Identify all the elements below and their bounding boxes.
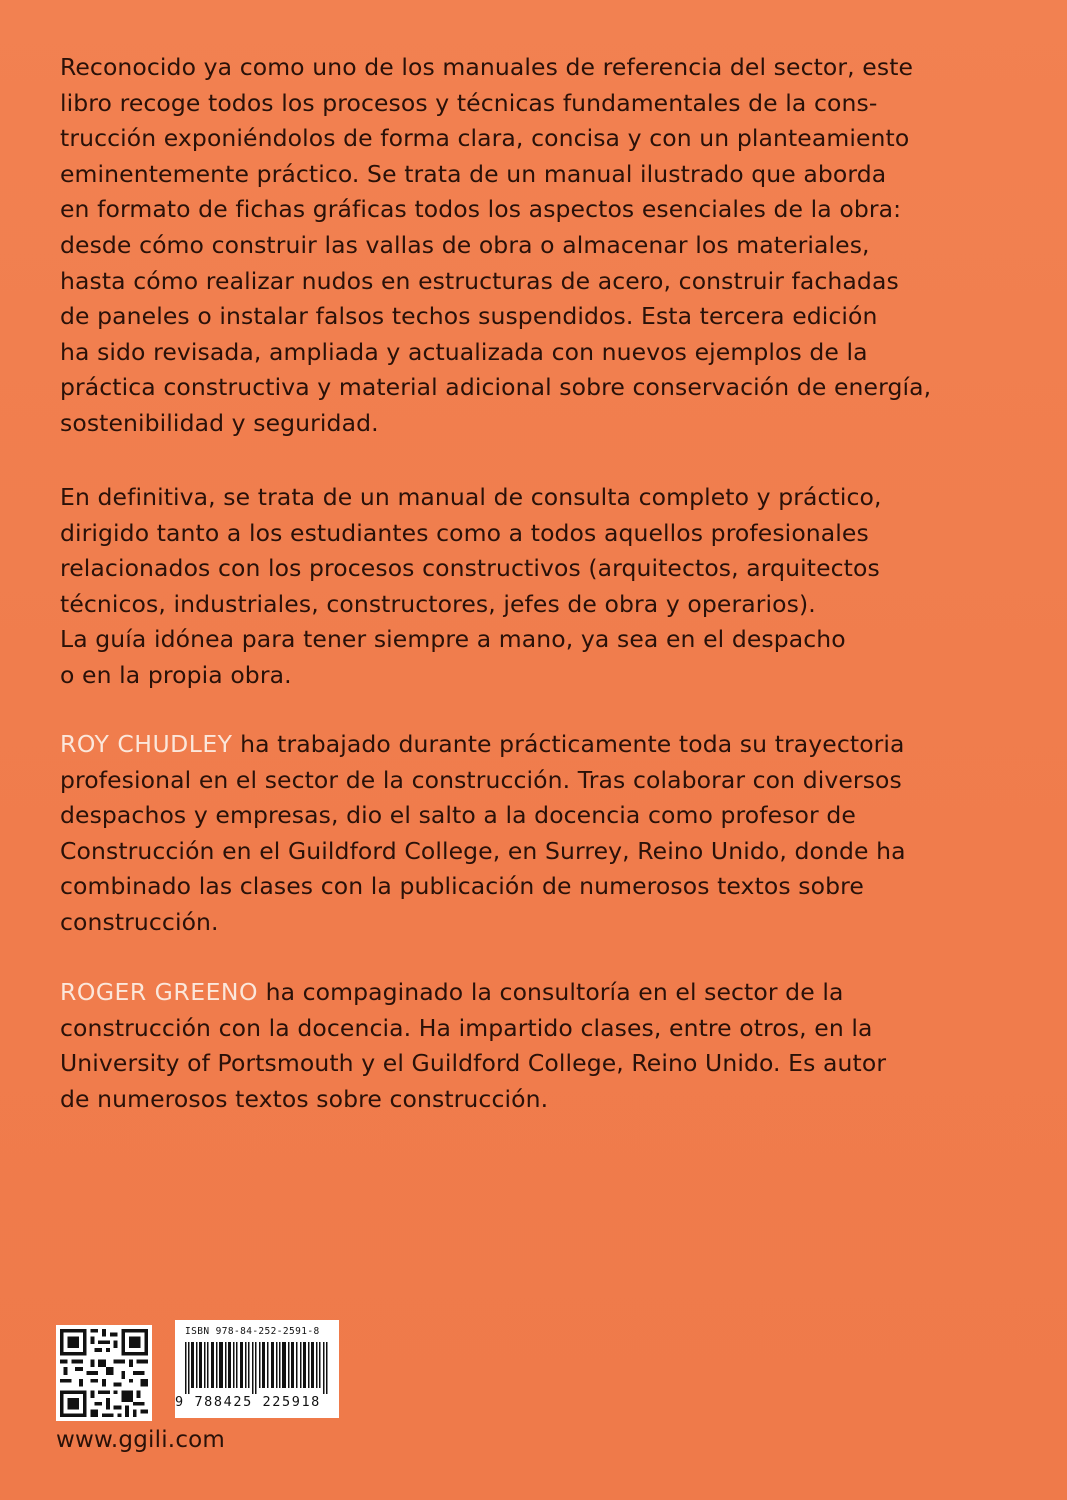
text-line: construcción. <box>60 907 219 936</box>
text-line: En definitiva, se trata de un manual de consulta completo y práctico, <box>60 483 882 511</box>
text-line: trucción exponiéndolos de forma clara, concisa y con un planteamiento <box>60 124 910 153</box>
text-line: despachos y empresas, dio el salto a la docencia como profesor de <box>60 801 856 830</box>
text-line: práctica constructiva y material adicional sobre conservación de energía, <box>60 373 932 402</box>
text-line: profesional en el sector de la construcción. Tras colaborar con diversos <box>60 765 902 794</box>
text-line: sostenibilidad y seguridad. <box>60 408 379 437</box>
description-paragraph-2 <box>60 480 990 694</box>
text-line: Construcción en el Guildford College, en Surrey, Reino Unido, donde ha <box>60 836 906 865</box>
bio-text: ha trabajado durante prácticamente toda su trayectoria <box>232 730 905 758</box>
text-line: de numerosos textos sobre construcción. <box>60 1084 549 1113</box>
text-line: desde cómo construir las vallas de obra o almacenar los materiales, <box>60 230 870 259</box>
text-line: técnicos, industriales, constructores, jefes de obra y operarios). <box>60 589 816 618</box>
author-name: ROY CHUDLEY <box>60 730 233 758</box>
barcode-icon <box>185 1342 329 1394</box>
text-line: construcción con la docencia. Ha impartido clases, entre otros, en la <box>60 1013 873 1042</box>
text-line: La guía idónea para tener siempre a mano, ya sea en el despacho <box>60 625 846 654</box>
text-line: hasta cómo realizar nudos en estructuras de acero, construir fachadas <box>60 266 899 295</box>
text-line: o en la propia obra. <box>60 660 292 689</box>
text-line: dirigido tanto a los estudiantes como a todos aquellos profesionales <box>60 518 869 547</box>
author-bio-greeno <box>60 975 990 1117</box>
text-line <box>60 727 990 763</box>
description-paragraph-1 <box>60 50 990 442</box>
text-line: en formato de fichas gráficas todos los aspectos esenciales de la obra: <box>60 195 902 224</box>
bio-text: ha compaginado la consultoría en el sector de la <box>258 978 844 1006</box>
text-line <box>60 975 990 1011</box>
text-line: relacionados con los procesos constructivos (arquitectos, arquitectos <box>60 554 880 583</box>
text-line: combinado las clases con la publicación de numerosos textos sobre <box>60 872 864 901</box>
text-line: Reconocido ya como uno de los manuales de referencia del sector, este <box>60 53 914 81</box>
author-name: ROGER GREENO <box>60 978 258 1006</box>
publisher-website[interactable]: www.ggili.com <box>56 1427 226 1453</box>
text-line: libro recoge todos los procesos y técnicas fundamentales de la cons- <box>60 88 878 117</box>
isbn-barcode <box>175 1320 339 1418</box>
text-line: University of Portsmouth y el Guildford College, Reino Unido. Es autor <box>60 1049 887 1078</box>
qr-code-icon <box>56 1325 152 1421</box>
text-line: de paneles o instalar falsos techos suspendidos. Esta tercera edición <box>60 302 878 331</box>
isbn-label: ISBN 978-84-252-2591-8 <box>185 1326 320 1337</box>
text-line: ha sido revisada, ampliada y actualizada con nuevos ejemplos de la <box>60 337 868 366</box>
isbn-digits: 9 788425 225918 <box>175 1394 321 1410</box>
author-bio-chudley <box>60 727 990 941</box>
text-line: eminentemente práctico. Se trata de un manual ilustrado que aborda <box>60 159 887 188</box>
